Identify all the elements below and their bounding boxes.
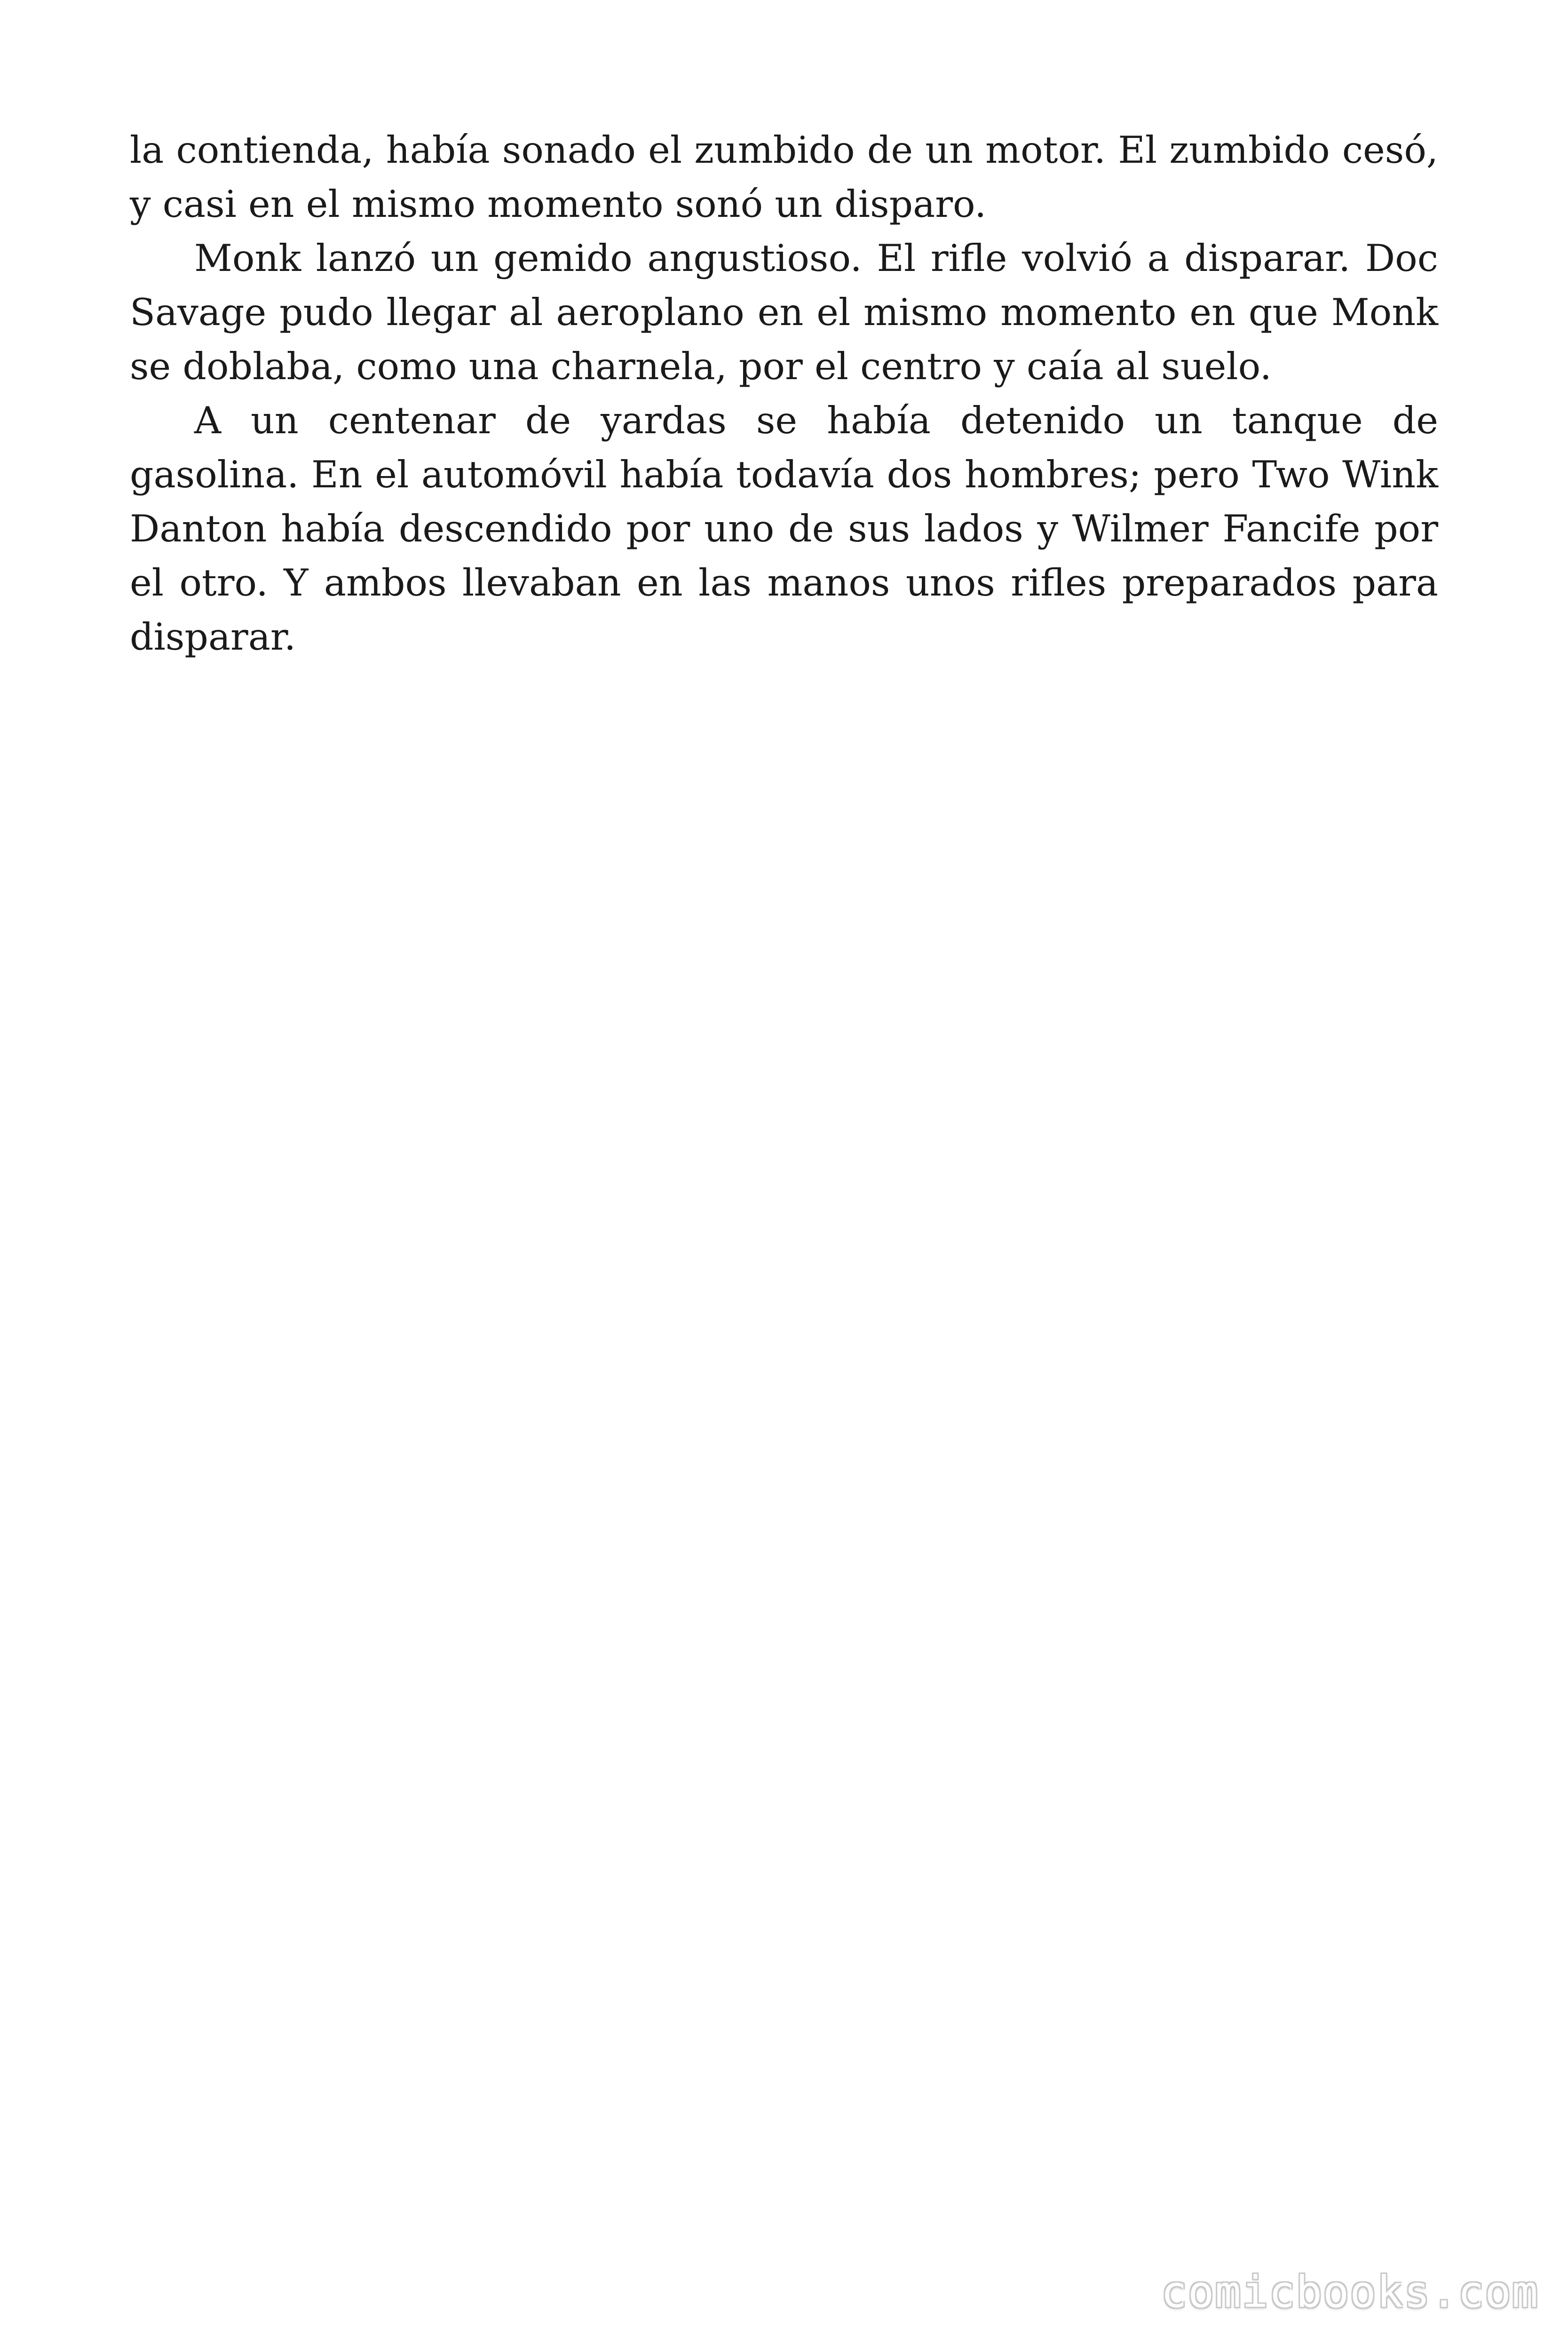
paragraph-continued: la contienda, había sonado el zumbido de un motor. El zumbido cesó, y casi en el mismo momento sonó un disparo. <box>130 128 1438 226</box>
paragraph: Monk lanzó un gemido angustioso. El rifle volvió a disparar. Doc Savage pudo llegar al aeroplano en el mismo momento en que Monk se doblaba, como una charnela, por el centro y caía al suelo. <box>130 237 1438 388</box>
body-text <box>130 123 1438 664</box>
watermark-logo: comicbooks.com <box>1161 2267 1539 2317</box>
paragraph: A un centenar de yardas se había detenido un tanque de gasolina. En el automóvil había todavía dos hombres; pero Two Wink Danton había descendido por uno de sus lados y Wilmer Fancife por el otro. Y ambos llevaban en las manos unos rifles preparados para disparar. <box>130 399 1438 659</box>
